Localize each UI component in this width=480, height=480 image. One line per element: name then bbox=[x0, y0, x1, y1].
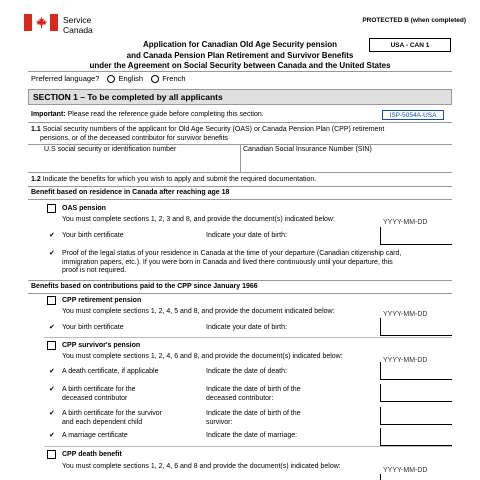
surv-doc2-line2: deceased contributor bbox=[62, 394, 128, 402]
surv-death-date-input[interactable] bbox=[380, 362, 452, 380]
title-line3: under the Agreement on Social Security between Canada and the United States bbox=[89, 61, 391, 70]
check-icon: ✔ bbox=[49, 368, 55, 375]
maple-leaf-icon bbox=[35, 16, 48, 29]
radio-french[interactable] bbox=[151, 75, 159, 83]
surv-instructions: You must complete sections 1, 2, 4, 6 and 8, and provide the document(s) indicated below: bbox=[62, 353, 343, 360]
radio-english[interactable] bbox=[107, 75, 115, 83]
death-title: CPP death benefit bbox=[62, 451, 122, 458]
divider bbox=[28, 122, 452, 123]
death-instructions: You must complete sections 1, 2, 4, 6 and 8 and provide the document(s) indicated below: bbox=[62, 463, 341, 470]
cpp-survivor-checkbox[interactable] bbox=[47, 341, 56, 350]
surv-doc3-ind2: survivor: bbox=[206, 418, 233, 426]
surv-doc2-ind2: deceased contributor: bbox=[206, 394, 274, 402]
surv-doc3 bbox=[62, 410, 162, 427]
cpp-heading: Benefits based on contributions paid to the CPP since January 1966 bbox=[31, 283, 258, 290]
language-row bbox=[31, 74, 186, 84]
reference-guide-link[interactable]: ISP-5054A-USA bbox=[382, 110, 444, 120]
surv-doc4-indicate: Indicate the date of marriage: bbox=[206, 432, 298, 439]
oas-doc1: Your birth certificate bbox=[62, 232, 124, 239]
divider bbox=[28, 280, 452, 281]
french-label: French bbox=[162, 74, 186, 83]
surv-doc4: A marriage certificate bbox=[62, 432, 128, 439]
divider bbox=[28, 186, 452, 187]
check-icon: ✔ bbox=[49, 232, 55, 239]
divider bbox=[28, 172, 452, 173]
divider bbox=[44, 337, 452, 338]
question-1-1 bbox=[31, 125, 384, 143]
surv-title: CPP survivor's pension bbox=[62, 342, 141, 349]
surv-doc3-line1: A birth certificate for the survivor bbox=[62, 410, 162, 417]
death-date-input-edge[interactable] bbox=[380, 474, 381, 480]
divider bbox=[44, 446, 452, 447]
sin-label: Canadian Social Insurance Number (SIN) bbox=[243, 146, 372, 153]
check-icon: ✔ bbox=[49, 410, 55, 417]
q1-1-line2: pensions, or of the deceased contributor for survivor benefits bbox=[40, 135, 228, 142]
surv-survivor-birth-input[interactable] bbox=[380, 407, 452, 425]
gov-line2: Canada bbox=[63, 25, 93, 35]
sin-input[interactable] bbox=[241, 155, 452, 172]
divider bbox=[28, 293, 452, 294]
surv-doc2-ind1: Indicate the date of birth of the bbox=[206, 386, 301, 393]
check-icon: ✔ bbox=[49, 324, 55, 331]
surv-doc3-indicate bbox=[206, 410, 301, 427]
english-label: English bbox=[118, 74, 144, 83]
oas-instructions: You must complete sections 1, 2, 3 and 8, and provide the document(s) indicated below: bbox=[62, 216, 335, 223]
oas-doc1-indicate: Indicate your date of birth: bbox=[206, 232, 287, 239]
question-1-2 bbox=[31, 176, 316, 183]
government-wordmark bbox=[63, 15, 93, 35]
surv-doc3-line2: and each dependent child bbox=[62, 418, 143, 426]
language-label: Preferred language? bbox=[31, 74, 100, 83]
section-1-header: SECTION 1 – To be completed by all applicants bbox=[28, 89, 452, 105]
check-icon: ✔ bbox=[49, 386, 55, 393]
divider bbox=[28, 71, 452, 72]
oas-birth-date-input[interactable] bbox=[380, 227, 452, 245]
oas-doc2-line2: immigration papers, etc.). If you were born in Canada and lived there continuously until your departure, this bbox=[62, 258, 393, 266]
surv-marriage-date-input[interactable] bbox=[380, 428, 452, 446]
q1-2-text: Indicate the benefits for which you wish to apply and submit the required documentation. bbox=[42, 176, 317, 183]
surv-doc2-line1: A birth certificate for the bbox=[62, 386, 136, 393]
surv-date-format: YYYY-MM-DD bbox=[383, 357, 428, 364]
important-label: Important: bbox=[31, 111, 66, 118]
title-line1: Application for Canadian Old Age Security pension bbox=[143, 40, 337, 49]
oas-doc2-line1: Proof of the legal status of your residence in Canada at the time of your departure (Canadian citizenship card, bbox=[62, 250, 402, 257]
residence-heading: Benefit based on residence in Canada after reaching age 18 bbox=[31, 189, 230, 196]
q1-2-number: 1.2 bbox=[31, 176, 41, 183]
title-line2: and Canada Pension Plan Retirement and Survivor Benefits bbox=[126, 50, 354, 60]
surv-deceased-birth-input[interactable] bbox=[380, 384, 452, 402]
important-text: Please read the reference guide before completing this section. bbox=[67, 111, 264, 118]
divider bbox=[28, 199, 452, 200]
oas-doc2 bbox=[62, 250, 401, 276]
surv-doc1-indicate: Indicate the date of death: bbox=[206, 368, 287, 375]
ret-date-format: YYYY-MM-DD bbox=[383, 311, 428, 318]
oas-title: OAS pension bbox=[62, 205, 106, 212]
ret-doc1-indicate: Indicate your date of birth: bbox=[206, 324, 287, 331]
us-ssn-label: U.S social security or identification number bbox=[44, 146, 177, 153]
important-note bbox=[31, 111, 264, 118]
ret-instructions: You must complete sections 1, 2, 4, 5 and 8, and provide the document indicated below: bbox=[62, 308, 335, 315]
surv-doc2 bbox=[62, 386, 136, 403]
cpp-retirement-checkbox[interactable] bbox=[47, 296, 56, 305]
protected-label: PROTECTED B (when completed) bbox=[362, 17, 466, 24]
check-icon: ✔ bbox=[49, 432, 55, 439]
cpp-death-checkbox[interactable] bbox=[47, 450, 56, 459]
q1-1-line1: Social security numbers of the applicant for Old Age Security (OAS) or Canada Pension Plan (CPP) retirement bbox=[42, 126, 385, 133]
oas-doc2-line3: proof is not required. bbox=[62, 267, 127, 274]
form-code-box: USA - CAN 1 bbox=[369, 38, 451, 52]
oas-pension-checkbox[interactable] bbox=[47, 204, 56, 213]
ret-birth-date-input[interactable] bbox=[380, 318, 452, 336]
surv-doc3-ind1: Indicate the date of birth of the bbox=[206, 410, 301, 417]
us-ssn-input[interactable] bbox=[28, 155, 240, 172]
death-date-format: YYYY-MM-DD bbox=[383, 467, 428, 474]
check-icon: ✔ bbox=[49, 250, 55, 257]
surv-doc1: A death certificate, if applicable bbox=[62, 368, 159, 375]
ret-doc1: Your birth certificate bbox=[62, 324, 124, 331]
canada-flag-logo bbox=[24, 14, 58, 31]
oas-date-format: YYYY-MM-DD bbox=[383, 219, 428, 226]
gov-line1: Service bbox=[63, 15, 92, 25]
ret-title: CPP retirement pension bbox=[62, 297, 142, 304]
surv-doc2-indicate bbox=[206, 386, 301, 403]
q1-1-number: 1.1 bbox=[31, 126, 41, 133]
